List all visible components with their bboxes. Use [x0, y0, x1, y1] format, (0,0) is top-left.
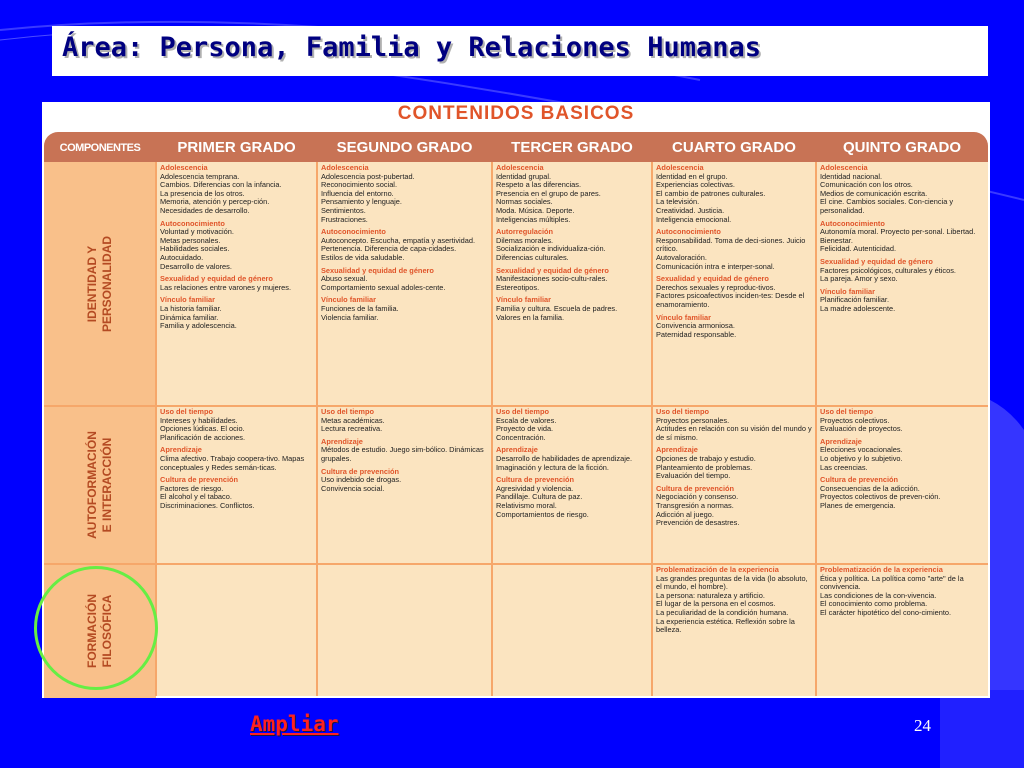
content-block: [321, 438, 488, 464]
table-cell: [816, 406, 988, 564]
content-block: [656, 566, 812, 635]
table-cell: [317, 162, 492, 406]
content-table-panel: [42, 102, 990, 698]
table-cell: [652, 406, 816, 564]
grid-divider: [815, 162, 817, 696]
content-block-heading: Vínculo familiar: [820, 286, 876, 296]
content-block-heading: Autoconocimiento: [820, 218, 885, 228]
content-block-text: Voluntad y motivación. Metas personales. Habilidades sociales. Autocuidado. Desarrollo de valores.: [160, 227, 234, 271]
content-block-heading: Vínculo familiar: [321, 295, 377, 305]
content-block-text: Dilemas morales. Socialización e individualiza-ción. Diferencias culturales.: [496, 235, 606, 262]
content-block-heading: Aprendizaje: [820, 436, 862, 446]
content-block-heading: Aprendizaje: [160, 445, 202, 455]
header-segundo-grado: SEGUNDO GRADO: [336, 139, 473, 156]
content-block: [160, 296, 313, 330]
content-block-heading: Vínculo familiar: [656, 312, 712, 322]
content-block-heading: Autorregulación: [496, 227, 554, 237]
content-block-heading: Vínculo familiar: [160, 295, 216, 305]
grid-divider: [651, 162, 653, 696]
content-block-heading: Autoconocimiento: [160, 218, 225, 228]
content-block-text: Elecciones vocacionales. Lo objetivo y lo subjetivo. Las creencias.: [820, 445, 903, 472]
header-cuarto-grado: CUARTO GRADO: [672, 139, 796, 156]
content-block-heading: Adolescencia: [820, 163, 868, 172]
content-block-text: Funciones de la familia. Violencia familiar.: [321, 303, 399, 322]
row-label-text: AUTOFORMACIÓN E INTERACCIÓN: [85, 431, 114, 539]
content-block-text: Factores psicológicos, culturales y éticos. La pareja. Amor y sexo.: [820, 265, 956, 284]
row-identidad-personalidad-label: [44, 162, 156, 406]
content-block-heading: Autoconocimiento: [656, 227, 721, 237]
content-block-heading: Aprendizaje: [321, 436, 363, 446]
content-block: [496, 267, 648, 293]
content-block: [496, 408, 648, 442]
table-cell: [492, 564, 652, 698]
row-autoformacion-interaccion-label: [44, 406, 156, 564]
content-block-text: Las grandes preguntas de la vida (lo absoluto, el mundo, el hombre). La persona: naturaleza y artificio. El lugar de la persona en el cosmos. La peculiaridad de la condición humana. La experiencia estética. Reflexión sobre la belleza.: [656, 573, 808, 635]
content-block-text: La historia familiar. Dinámica familiar. Familia y adolescencia.: [160, 303, 237, 331]
content-block-text: Responsabilidad. Toma de deci-siones. Juicio crítico. Autovaloración. Comunicación intra e interper-sonal.: [656, 235, 806, 271]
content-block: [496, 296, 648, 322]
table-cell: [317, 564, 492, 698]
table-cell: [652, 564, 816, 698]
content-block: [820, 164, 984, 216]
grid-divider: [316, 162, 318, 696]
row-label-text: IDENTIDAD Y PERSONALIDAD: [85, 235, 114, 333]
content-block: [820, 220, 984, 254]
content-block-text: Familia y cultura. Escuela de padres. Valores en la familia.: [496, 303, 618, 322]
content-block-text: Adolescencia temprana. Cambios. Diferencias con la infancia. La presencia de los otros. Memoria, atención y percep-ción. Necesidades de desarrollo.: [160, 171, 282, 215]
table-title: CONTENIDOS BASICOS: [397, 103, 635, 124]
content-block: [656, 446, 812, 480]
ampliar-link[interactable]: Ampliar: [250, 712, 339, 736]
content-block-heading: Sexualidad y equidad de género: [656, 274, 769, 284]
content-block-text: Desarrollo de habilidades de aprendizaje. Imaginación y lectura de la ficción.: [496, 453, 632, 472]
content-block: [321, 408, 488, 434]
header-tercer-grado: TERCER GRADO: [511, 139, 633, 156]
content-block-text: Clima afectivo. Trabajo coopera-tivo. Mapas conceptuales y Redes semán-ticas.: [160, 453, 305, 472]
content-block-heading: Adolescencia: [160, 163, 208, 172]
content-block-heading: Aprendizaje: [496, 445, 538, 455]
content-block: [820, 566, 984, 618]
content-block-text: Ética y política. La política como "arte" de la convivencia. Las condiciones de la con-vivencia. El conocimiento como problema. El carácter hipotético del cono-cimiento.: [820, 573, 964, 617]
content-block: [160, 275, 313, 292]
content-block: [321, 164, 488, 224]
content-block: [160, 164, 313, 216]
content-block-heading: Aprendizaje: [656, 445, 698, 455]
grid-divider: [44, 563, 988, 565]
content-block: [656, 164, 812, 224]
content-block: [820, 258, 984, 284]
content-block: [820, 408, 984, 434]
content-block-heading: Vínculo familiar: [496, 295, 552, 305]
table-cell: [816, 162, 988, 406]
content-block: [496, 228, 648, 262]
content-block-heading: Cultura de prevención: [321, 466, 400, 476]
header-componentes: COMPONENTES: [59, 142, 141, 154]
content-block: [160, 476, 313, 510]
table-cell: [156, 406, 317, 564]
content-block-text: Manifestaciones socio-cultu-rales. Estereotipos.: [496, 274, 608, 292]
content-block-text: Planificación familiar. La madre adolescente.: [820, 295, 896, 313]
content-block: [496, 476, 648, 519]
content-block-heading: Uso del tiempo: [656, 407, 709, 416]
content-block-heading: Sexualidad y equidad de género: [496, 265, 609, 275]
content-block: [160, 408, 313, 442]
content-block: [656, 275, 812, 309]
content-block-text: Autonomía moral. Proyecto per-sonal. Libertad. Bienestar. Felicidad. Autenticidad.: [820, 227, 976, 254]
content-block-text: Proyectos colectivos. Evaluación de proyectos.: [820, 415, 903, 434]
content-block-heading: Uso del tiempo: [321, 407, 374, 416]
table-cell: [156, 162, 317, 406]
table-cell: [492, 162, 652, 406]
content-block-text: Factores de riesgo. El alcohol y el tabaco. Discriminaciones. Conflictos.: [160, 483, 255, 510]
content-block-text: Adolescencia post-pubertad. Reconocimiento social. Influencia del entorno. Pensamiento y lenguaje. Sentimientos. Frustraciones.: [321, 171, 415, 224]
content-block-heading: Adolescencia: [656, 163, 704, 172]
content-block: [321, 267, 488, 293]
header-quinto-grado: QUINTO GRADO: [842, 139, 962, 156]
table-cell: [816, 564, 988, 698]
content-block: [656, 485, 812, 528]
content-block-heading: Cultura de prevención: [820, 475, 899, 485]
content-block-text: Convivencia armoniosa. Paternidad responsable.: [656, 321, 737, 339]
content-block-text: Autoconcepto. Escucha, empatía y asertividad. Pertenencia. Diferencia de capa-cidades. Estilos de vida saludable.: [321, 235, 476, 262]
content-block: [321, 228, 488, 262]
content-block-text: Abuso sexual. Comportamiento sexual adoles-cente.: [321, 274, 446, 292]
content-block: [820, 288, 984, 314]
content-block: [321, 468, 488, 494]
content-block-heading: Problematización de la experiencia: [820, 565, 943, 574]
content-block-heading: Cultura de prevención: [496, 475, 575, 485]
table-cell: [652, 162, 816, 406]
content-block-text: Proyectos personales. Actitudes en relación con su visión del mundo y de sí mismo.: [656, 415, 812, 442]
content-block-text: Las relaciones entre varones y mujeres.: [160, 282, 292, 292]
content-block-text: Uso indebido de drogas. Convivencia social.: [321, 475, 402, 493]
content-block-heading: Adolescencia: [321, 163, 369, 172]
content-block-text: Agresividad y violencia. Pandillaje. Cultura de paz. Relativismo moral. Comportamientos de riesgo.: [496, 483, 589, 519]
content-block-text: Métodos de estudio. Juego sim-bólico. Dinámicas grupales.: [321, 445, 484, 463]
grid-divider: [491, 162, 493, 696]
content-block-heading: Problematización de la experiencia: [656, 565, 779, 574]
content-block-heading: Sexualidad y equidad de género: [160, 274, 273, 284]
content-block-text: Escala de valores. Proyecto de vida. Concentración.: [496, 415, 557, 442]
row-label-text: FORMACIÓN FILOSÓFICA: [85, 594, 114, 668]
content-block-text: Opciones de trabajo y estudio. Planteamiento de problemas. Evaluación del tiempo.: [656, 453, 756, 481]
table-cell: [492, 406, 652, 564]
page-number: 24: [914, 716, 931, 735]
content-block: [656, 314, 812, 340]
content-block-text: Identidad nacional. Comunicación con los otros. Medios de comunicación escrita. El cine. Cambios sociales. Con-ciencia y personalidad.: [820, 171, 954, 215]
content-block: [656, 228, 812, 271]
content-block-heading: Uso del tiempo: [496, 407, 549, 416]
content-block-text: Identidad grupal. Respeto a las diferencias. Presencia en el grupo de pares. Normas sociales. Moda. Música. Deporte. Inteligencias múltiples.: [496, 171, 601, 224]
content-block-text: Derechos sexuales y reproduc-tivos. Factores psicoafectivos inciden-tes: Desde el enamoramiento.: [656, 282, 805, 309]
content-block-text: Identidad en el grupo. Experiencias colectivas. El cambio de patrones culturales. La televisión. Creatividad. Justicia. Inteligencia emocional.: [656, 171, 766, 224]
content-block: [820, 476, 984, 510]
content-block-text: Negociación y consenso. Transgresión a normas. Adicción al juego. Prevención de desastres.: [656, 492, 740, 528]
content-block-heading: Autoconocimiento: [321, 227, 386, 237]
content-block: [656, 408, 812, 442]
content-block: [160, 220, 313, 272]
table-cell: [317, 406, 492, 564]
content-block-heading: Adolescencia: [496, 163, 544, 172]
grid-divider: [44, 405, 988, 407]
content-block-heading: Sexualidad y equidad de género: [321, 265, 434, 275]
content-block-heading: Cultura de prevención: [160, 475, 239, 485]
content-block-text: Intereses y habilidades. Opciones lúdicas. El ocio. Planificación de acciones.: [160, 415, 246, 442]
highlight-circle: [34, 566, 158, 690]
content-block-text: Metas académicas. Lectura recreativa.: [321, 415, 385, 434]
content-block-text: Consecuencias de la adicción. Proyectos colectivos de preven-ción. Planes de emergencia.: [820, 483, 941, 510]
content-block: [496, 446, 648, 472]
content-block-heading: Cultura de prevención: [656, 483, 735, 493]
content-block: [160, 446, 313, 472]
content-block-heading: Uso del tiempo: [820, 407, 873, 416]
content-block: [321, 296, 488, 322]
content-block-heading: Uso del tiempo: [160, 407, 213, 416]
content-block-heading: Sexualidad y equidad de género: [820, 256, 933, 266]
content-block: [496, 164, 648, 224]
table-cell: [156, 564, 317, 698]
content-block: [820, 438, 984, 472]
header-primer-grado: PRIMER GRADO: [177, 139, 296, 156]
slide-title: Área: Persona, Familia y Relaciones Humanas: [62, 32, 761, 63]
